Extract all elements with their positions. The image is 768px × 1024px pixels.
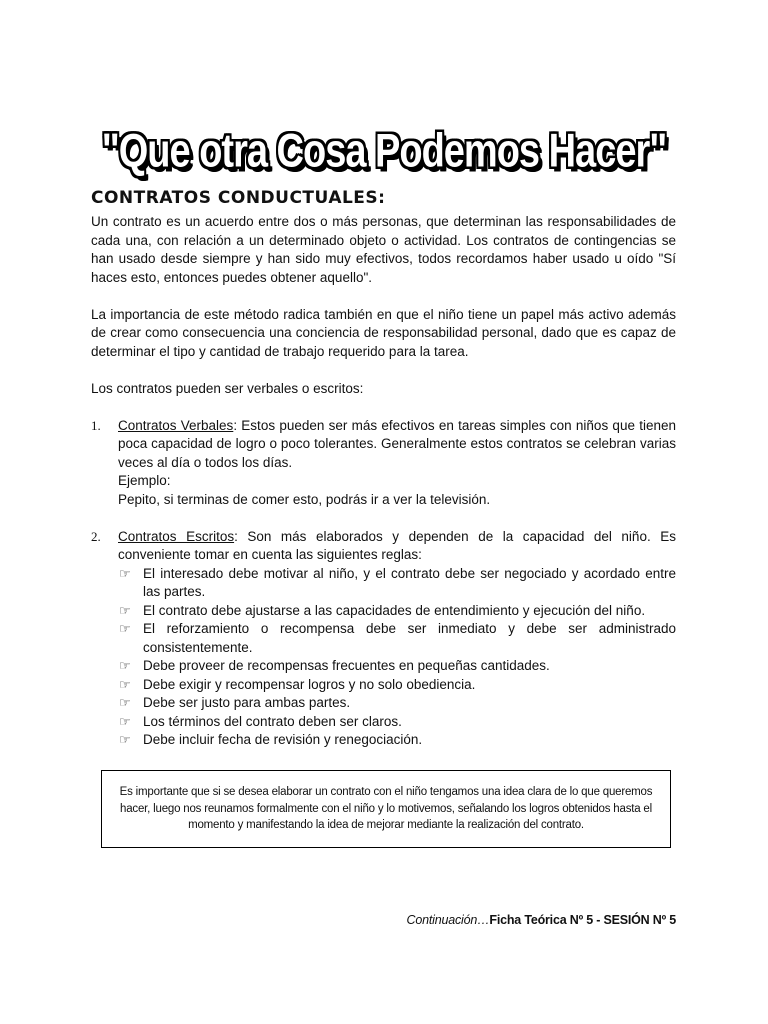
note-box: [101, 770, 671, 848]
paragraph-definition: Un contrato es un acuerdo entre dos o más personas, que determinan las responsabilidades de cada una, con relación a un determinado objeto o actividad. Los contratos de contingencias se han usado desde siempre y han sido muy efectivos, todos recordamos haber usado u oído "Sí haces esto, entonces puedes obtener aquello".: [91, 214, 676, 285]
verbal-contracts-text: : Estos pueden ser más efectivos en tareas simples con niños que tienen poca capacidad de logro o poco tolerantes. Generalmente estos contratos se celebran varias veces al día o todos los días.: [118, 417, 676, 470]
verbal-contracts-description: [118, 417, 676, 473]
paragraph-types-intro: Los contratos pueden ser verbales o escritos:: [91, 380, 364, 396]
footer-reference: Ficha Teórica Nº 5 - SESIÓN Nº 5: [489, 913, 676, 927]
rules-list: [91, 565, 676, 750]
list-item-verbal-contracts: [91, 417, 676, 510]
rule-item: ☞ Debe ser justo para ambas partes.: [118, 694, 676, 713]
document-body: [91, 213, 676, 750]
rule-item: ☞ Debe proveer de recompensas frecuentes en pequeñas cantidades.: [118, 657, 676, 676]
item-number: 2.: [91, 528, 101, 544]
verbal-contracts-term: Contratos Verbales: [118, 417, 234, 433]
pointing-hand-icon: ☞: [119, 695, 131, 710]
rule-item: ☞ El contrato debe ajustarse a las capacidades de entendimiento y ejecución del niño.: [118, 602, 676, 621]
rule-item: ☞ Debe exigir y recompensar logros y no solo obediencia.: [118, 676, 676, 695]
footer: [407, 913, 676, 927]
pointing-hand-icon: ☞: [119, 658, 131, 673]
pointing-hand-icon: ☞: [119, 713, 131, 729]
pointing-hand-icon: ☞: [119, 565, 131, 581]
list-item-written-contracts: [91, 528, 676, 565]
pointing-hand-icon: ☞: [119, 676, 131, 692]
written-contracts-description: [118, 528, 676, 565]
rule-item: ☞ Los términos del contrato deben ser claros.: [118, 713, 676, 732]
example-text: Pepito, si terminas de comer esto, podrás ir a ver la televisión.: [118, 491, 491, 507]
pointing-hand-icon: ☞: [119, 621, 131, 636]
note-text: Es importante que si se desea elaborar un contrato con el niño tengamos una idea clara de lo que queremos hacer, luego nos reunamos formalmente con el niño y lo motivemos, señalando los logros obtenidos hasta el momento y manifestando la idea de mejorar mediante la realización del contrato.: [119, 786, 653, 832]
page-title: "Que otra Cosa Podemos Hacer": [101, 125, 667, 178]
example-label: Ejemplo:: [118, 473, 171, 488]
footer-continuation: Continuación…: [406, 913, 490, 927]
pointing-hand-icon: ☞: [119, 732, 131, 747]
pointing-hand-icon: ☞: [119, 602, 131, 618]
rule-item: ☞ Debe incluir fecha de revisión y renegociación.: [118, 731, 676, 750]
item-number: 1.: [91, 417, 101, 433]
written-contracts-term: Contratos Escritos: [118, 528, 235, 544]
paragraph-importance: La importancia de este método radica también en que el niño tiene un papel más activo además de crear como consecuencia una conciencia de responsabilidad personal, dado que es capaz de determinar el tipo y cantidad de trabajo requerido para la tarea.: [91, 306, 676, 359]
rule-item: ☞ El reforzamiento o recompensa debe ser inmediato y debe ser administrado consistentemente.: [119, 621, 676, 655]
written-contracts-text: : Son más elaborados y dependen de la capacidad del niño. Es conveniente tomar en cuenta las siguientes reglas:: [118, 528, 676, 562]
section-heading: CONTRATOS CONDUCTUALES:: [91, 188, 386, 208]
rule-item: ☞ El interesado debe motivar al niño, y el contrato debe ser negociado y acordado entre las partes.: [119, 565, 676, 599]
